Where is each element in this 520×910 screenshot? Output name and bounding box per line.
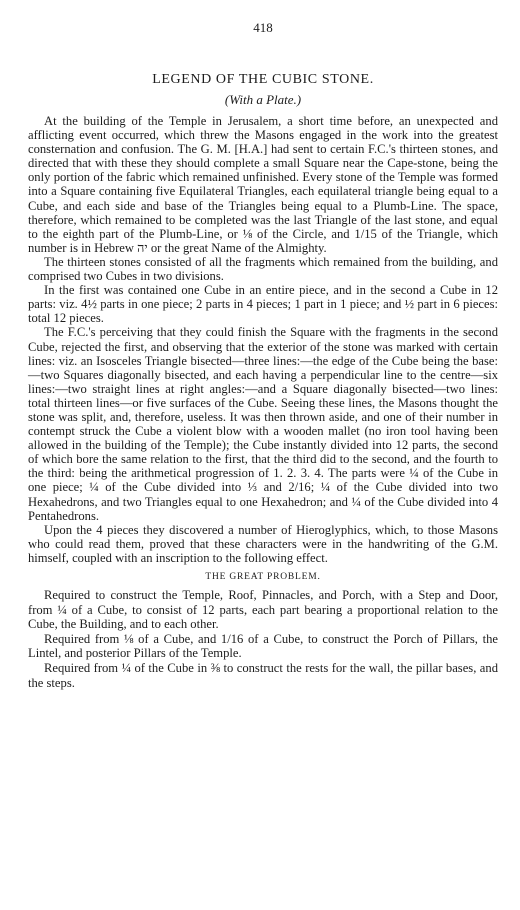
problem-paragraph: Required to construct the Temple, Roof, Pinnacles, and Porch, with a Step and Door, from ¼ of a Cube, to consist of 12 parts, each part bearing a proportional relation to the Cube, the Building, and to each other. bbox=[28, 588, 498, 632]
paragraph: At the building of the Temple in Jerusalem, a short time before, an unexpected and afflicting event occurred, which threw the Masons engaged in the work into the greatest consternation and confusion. The G. M. [H.A.] had sent to certain F.C.'s thirteen stones, and directed that with these they should complete a small Square near the Cape-stone, being the only portion of the fabric which remained unfinished. Every stone of the Temple was formed into a Square containing five Equilateral Triangles, each equilateral triangle being equal to a Cube, and each side and base of the Triangles being equal to a Plumb-Line. The space, therefore, which remained to be completed was the last Triangle of the last stone, and equal to the eighth part of the Plumb-Line, or ⅛ of the Circle, and 1/15 of the Triangle, which number is in Hebrew יה or the great Name of the Almighty. bbox=[28, 114, 498, 255]
problem-paragraph: Required from ¼ of the Cube in ⅜ to construct the rests for the wall, the pillar bases, and the steps. bbox=[28, 660, 498, 690]
problem-body bbox=[28, 588, 498, 690]
page-number: 418 bbox=[253, 20, 273, 35]
paragraph: In the first was contained one Cube in an entire piece, and in the second a Cube in 12 parts: viz. 4½ parts in one piece; 2 parts in 4 pieces; 1 part in 1 piece; and ½ part in 6 pieces: total 12 pieces. bbox=[28, 283, 498, 326]
legend-body bbox=[28, 114, 498, 565]
problem-paragraph: Required from ⅛ of a Cube, and 1/16 of a Cube, to construct the Porch of Pillars, the Lintel, and posterior Pillars of the Temple. bbox=[28, 631, 498, 661]
paragraph: The thirteen stones consisted of all the fragments which remained from the building, and comprised two Cubes in two divisions. bbox=[28, 254, 498, 284]
section-heading: THE GREAT PROBLEM. bbox=[205, 572, 321, 582]
chapter-title: LEGEND OF THE CUBIC STONE. bbox=[152, 72, 374, 87]
paragraph: Upon the 4 pieces they discovered a number of Hieroglyphics, which, to those Masons who could read them, proved that these characters were in the handwriting of the G.M. himself, coupled with an inscription to the following effect. bbox=[28, 522, 498, 565]
paragraph: The F.C.'s perceiving that they could finish the Square with the fragments in the second Cube, rejected the first, and observing that the exterior of the stone was marked with certain lines: viz. an Isosceles Triangle bisected—three lines:—the edge of the Cube being the base:—two Squares diagonally bisected, and each having a perpendicular line to the centre—six lines:—two straight lines at right angles:—and a Square diagonally bisected—two lines: total thirteen lines—or five surfaces of the Cube. Seeing these lines, the Masons thought the stone was split, and, therefore, useless. It was then thrown aside, and one of their number in contempt struck the Cube a violent blow with a wooden mallet (no iron tool having been allowed in the building of the Temple); the Cube instantly divided into 12 parts, the second of which bore the same relation to the first, that the third did to the second, and the fourth to the third: being the arithmetical progression of 1. 2. 3. 4. The parts were ¼ of the Cube in one piece; ¼ of the Cube divided into ⅓ and 2/16; ¼ of the Cube divided into two Hexahedrons, and two Triangles equal to one Hexahedron; and ¼ of the Cube divided into 4 Pentahedrons. bbox=[28, 325, 498, 523]
chapter-subtitle: (With a Plate.) bbox=[224, 92, 302, 107]
